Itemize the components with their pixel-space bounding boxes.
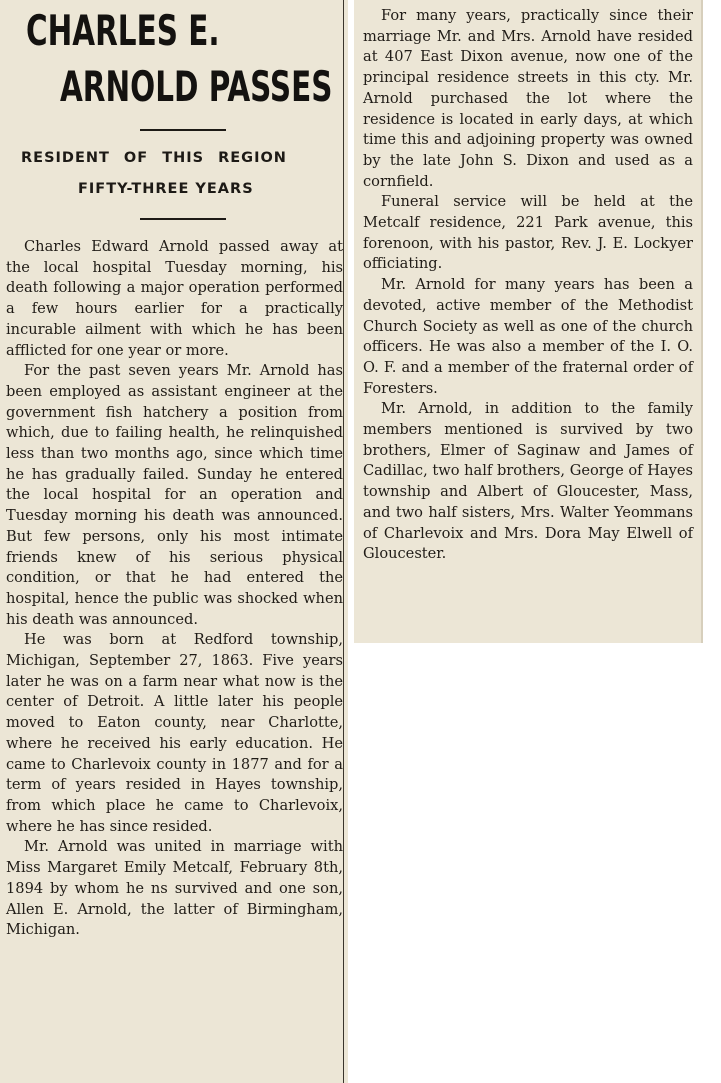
paragraph-death-notice: Charles Edward Arnold passed away at the local hospital Tuesday morning, his death following a major operation performed a few hours earlier for a practically incurable ailment with which he has been afflicted for one year or more.: [6, 238, 343, 359]
subhead-line-1: RESIDENT OF THIS REGION: [21, 150, 287, 166]
column-rule: [343, 0, 344, 1083]
headline-line-2: ARNOLD PASSES: [60, 62, 333, 111]
clipping-edge: [701, 0, 703, 643]
paragraph-memberships: Mr. Arnold for many years has been a devoted, active member of the Methodist Church Society as well as one of the church officers. He was also a member of the I. O. O. F. and a member of the fraternal order of Foresters.: [363, 276, 693, 397]
paragraph-survivors: Mr. Arnold, in addition to the family members mentioned is survived by two brothers, Elmer of Saginaw and James of Cadillac, two half brothers, George of Hayes township and Albert of Gloucester, Mass, and two half sisters, Mrs. Walter Yeommans of Charlevoix and Mrs. Dora May Elwell of Gloucester.: [363, 400, 693, 563]
headline-divider: [140, 129, 226, 131]
subhead-line-2: FIFTY-THREE YEARS: [78, 181, 254, 197]
paragraph-employment: For the past seven years Mr. Arnold has been employed as assistant engineer at the government fish hatchery a position from which, due to failing health, he relinquished less than two months ago, since which time he has gradually failed. Sunday he entered the local hospital for an operation and Tuesday morning his death was announced. But few persons, only his most intimate friends knew of his serious physical condition, or that he had entered the hospital, hence the public was shocked when his death was announced.: [6, 362, 343, 628]
paragraph-biography: He was born at Redford township, Michigan, September 27, 1863. Five years later he was on a farm near what now is the center of Detroit. A little later his people moved to Eaton county, near Charlotte, where he received his early education. He came to Charlevoix county in 1877 and for a term of years resided in Hayes township, from which place he came to Charlevoix, where he has since resided.: [6, 631, 343, 835]
headline-line-1: CHARLES E.: [26, 6, 220, 55]
subhead-divider: [140, 218, 226, 220]
paragraph-residence: For many years, practically since their marriage Mr. and Mrs. Arnold have resided at 407 East Dixon avenue, now one of the principal residence streets in this cty. Mr. Arnold purchased the lot where the residence is located in early days, at which time this and adjoining property was owned by the late John S. Dixon and used as a cornfield.: [363, 7, 693, 190]
paragraph-funeral: Funeral service will be held at the Metcalf residence, 221 Park avenue, this forenoon, with his pastor, Rev. J. E. Lockyer officiating.: [363, 193, 693, 273]
paragraph-marriage: Mr. Arnold was united in marriage with Miss Margaret Emily Metcalf, February 8th, 1894 by whom he ns survived and one son, Allen E. Arnold, the latter of Birmingham, Michigan.: [6, 838, 343, 939]
right-column-body: [363, 6, 693, 565]
left-column-body: [6, 237, 343, 941]
